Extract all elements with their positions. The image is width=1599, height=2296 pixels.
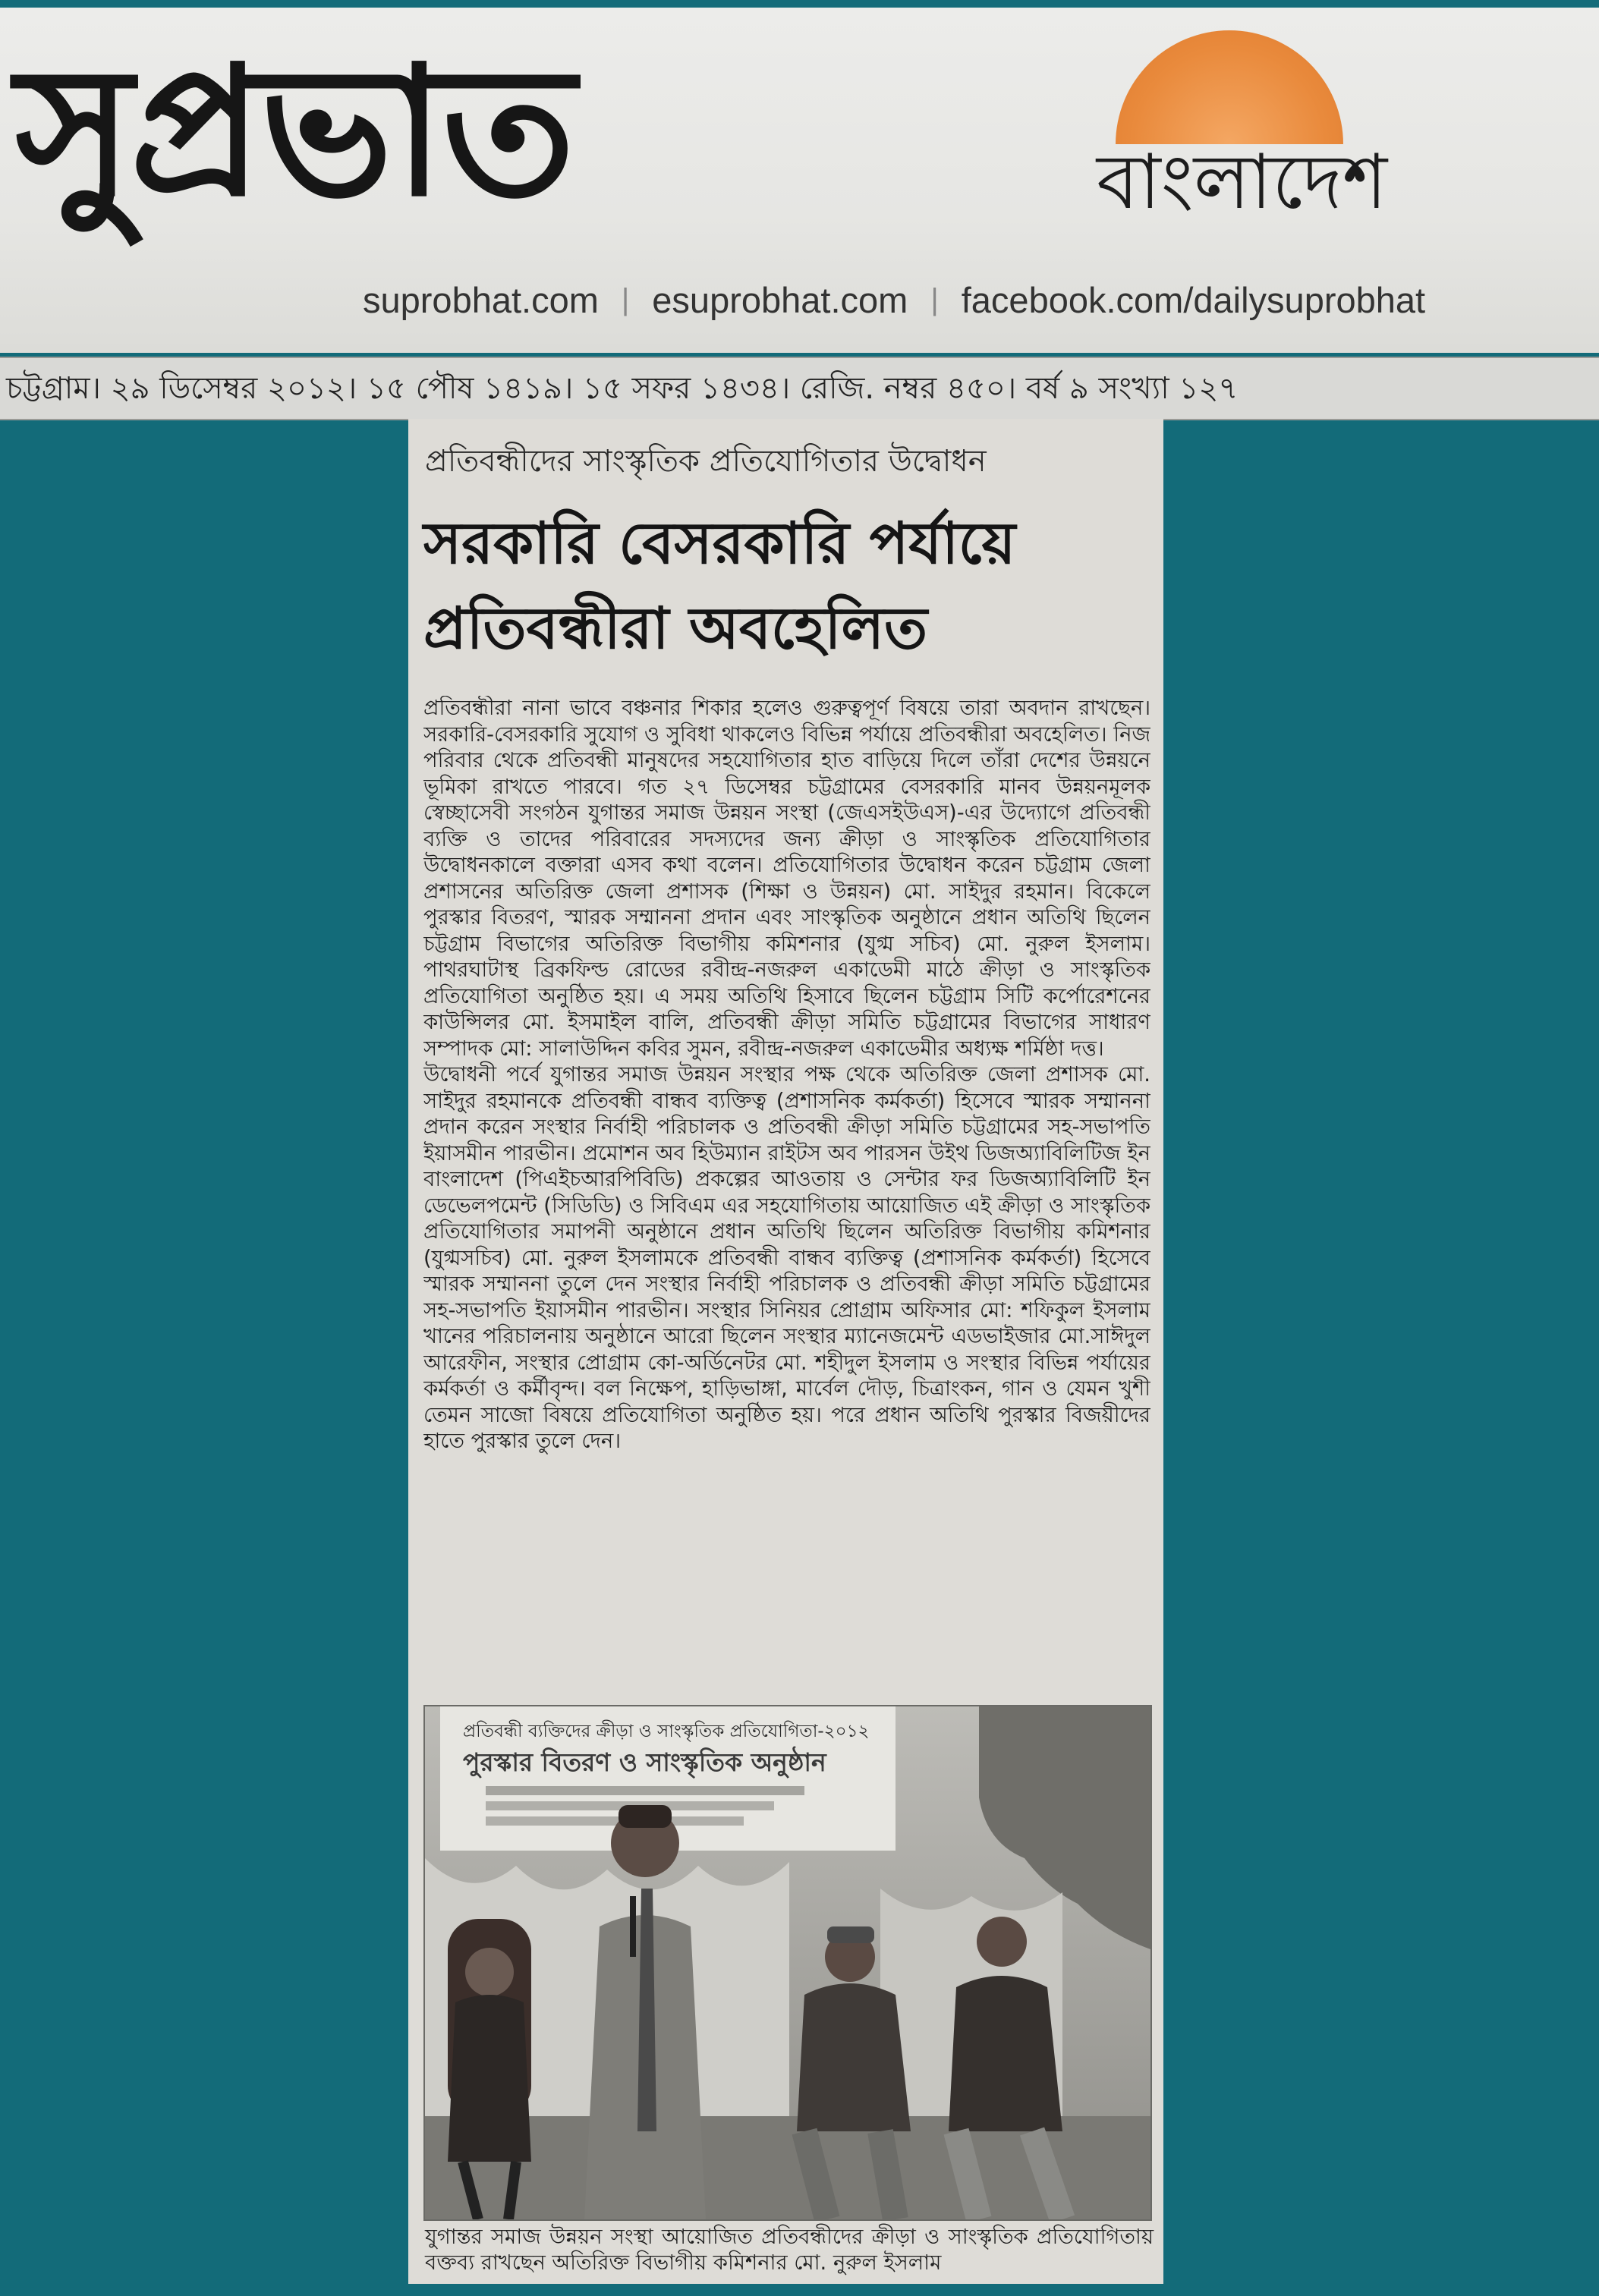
banner-title: প্রতিবন্ধী ব্যক্তিদের ক্রীড়া ও সাংস্কৃতিক প্রতিযোগিতা-২০১২ [463, 1722, 870, 1741]
newspaper-logo: সুপ্রভাত [15, 29, 573, 236]
article-headline: সরকারি বেসরকারি পর্যায়ে প্রতিবন্ধীরা অবহেলিত [423, 509, 1016, 662]
banner-subtitle: পুরস্কার বিতরণ ও সাংস্কৃতিক অনুষ্ঠান [463, 1747, 826, 1777]
facebook-link: facebook.com/dailysuprobhat [961, 279, 1426, 320]
link-separator: | [930, 282, 939, 316]
website-link: esuprobhat.com [652, 279, 908, 320]
article-paragraph: উদ্বোধনী পর্বে যুগান্তর সমাজ উন্নয়ন সংস্থার পক্ষ থেকে অতিরিক্ত জেলা প্রশাসক মো. সাইদুর রহমানকে প্রতিবন্ধী বান্ধব ব্যক্তিত্ব (প্রশাসনিক কর্মকর্তা) হিসেবে স্মারক সম্মাননা প্রদান করেন সংস্থার নির্বাহী পরিচালক ও প্রতিবন্ধী ক্রীড়া সমিতি চট্টগ্রামের সহ-সভাপতি ইয়াসমীন পারভীন। প্রমোশন অব হিউম্যান রাইটস অব পারসন উইথ ডিজঅ্যাবিলিটিজ ইন বাংলাদেশ (পিএইচআরপিবিডি) প্রকল্পের আওতায় ও সেন্টার ফর ডিজঅ্যাবিলিটি ইন ডেভেলপমেন্ট (সিডিডি) ও সিবিএম এর সহযোগিতায় আয়োজিত এই ক্রীড়া ও সাংস্কৃতিক প্রতিযোগিতার সমাপনী অনুষ্ঠানে প্রধান অতিথি ছিলেন অতিরিক্ত বিভাগীয় কমিশনার (যুগ্মসচিব) মো. নুরুল ইসলামকে প্রতিবন্ধী বান্ধব ব্যক্তিত্ব (প্রশাসনিক কর্মকর্তা) হিসেবে স্মারক সম্মাননা তুলে দেন সংস্থার নির্বাহী পরিচালক ও প্রতিবন্ধী ক্রীড়া সমিতি চট্টগ্রামের সহ-সভাপতি ইয়াসমীন পারভীন। সংস্থার সিনিয়র প্রোগ্রাম অফিসার মো: শফিকুল ইসলাম খানের পরিচালনায় অনুষ্ঠানে আরো ছিলেন সংস্থার ম্যানেজমেন্ট এডভাইজার মো.সাঈদুল আরেফীন, সংস্থার প্রোগ্রাম কো-অর্ডিনেটর মো. শহীদুল ইসলাম ও সংস্থার বিভিন্ন পর্যায়ের কর্মকর্তা ও কর্মীবৃন্দ। বল নিক্ষেপ, হাড়িভাঙ্গা, মার্বেল দৌড়, চিত্রাংকন, গান ও যেমন খুশী তেমন সাজো বিষয়ে প্রতিযোগিতা অনুষ্ঠিত হয়। পরে প্রধান অতিথি পুরস্কার বিজয়ীদের হাতে পুরস্কার তুলে দেন। [423, 1063, 1150, 1453]
dateline-bar [0, 357, 1599, 420]
news-clipping [408, 419, 1163, 2284]
sun-logo-icon [1116, 30, 1343, 144]
event-photo [423, 1705, 1152, 2221]
article-kicker: প্রতিবন্ধীদের সাংস্কৃতিক প্রতিযোগিতার উদ্বোধন [425, 444, 987, 479]
microphone-icon [630, 1896, 636, 1957]
website-links [363, 269, 1425, 330]
article-paragraph: প্রতিবন্ধীরা নানা ভাবে বঞ্চনার শিকার হলেও গুরুত্বপূর্ণ বিষয়ে তারা অবদান রাখছেন। সরকারি-বেসরকারি সুযোগ ও সুবিধা থাকলেও বিভিন্ন পর্যায়ে প্রতিবন্ধীরা অবহেলিত। নিজ পরিবার থেকে প্রতিবন্ধী মানুষদের সহযোগিতার হাত বাড়িয়ে দিলে তাঁরা দেশের উন্নয়নে ভূমিকা রাখতে পারবে। গত ২৭ ডিসেম্বর চট্টগ্রামের বেসরকারি মানব উন্নয়নমূলক স্বেচ্ছাসেবী সংগঠন যুগান্তর সমাজ উন্নয়ন সংস্থা (জেএসইউএস)-এর উদ্যোগে প্রতিবন্ধী ব্যক্তি ও তাদের পরিবারের সদস্যদের জন্য ক্রীড়া ও সাংস্কৃতিক প্রতিযোগিতার উদ্বোধনকালে বক্তারা এসব কথা বলেন। প্রতিযোগিতার উদ্বোধন করেন চট্টগ্রাম জেলা প্রশাসনের অতিরিক্ত জেলা প্রশাসক (শিক্ষা ও উন্নয়ন) মো. সাইদুর রহমান। বিকেলে পুরস্কার বিতরণ, স্মারক সম্মাননা প্রদান এবং সাংস্কৃতিক অনুষ্ঠানে প্রধান অতিথি ছিলেন চট্টগ্রাম বিভাগের অতিরিক্ত বিভাগীয় কমিশনার (যুগ্ম সচিব) মো. নুরুল ইসলাম। পাথরঘাটাস্থ ব্রিকফিল্ড রোডের রবীন্দ্র-নজরুল একাডেমী মাঠে ক্রীড়া ও সাংস্কৃতিক প্রতিযোগিতা অনুষ্ঠিত হয়। এ সময় অতিথি হিসাবে ছিলেন চট্টগ্রাম সিটি কর্পোরেশনের কাউন্সিলর মো. ইসমাইল বালি, প্রতিবন্ধী ক্রীড়া সমিতি চট্টগ্রামের বিভাগের সাধারণ সম্পাদক মো: সালাউদ্দিন কবির সুমন, রবীন্দ্র-নজরুল একাডেমীর অধ্যক্ষ শর্মিষ্ঠা দত্ত। [423, 697, 1150, 1061]
event-photo-illustration [425, 1706, 1150, 2219]
dateline-text: চট্টগ্রাম। ২৯ ডিসেম্বর ২০১২। ১৫ পৌষ ১৪১৯। ১৫ সফর ১৪৩৪। রেজি. নম্বর ৪৫০। বর্ষ ৯ সংখ্যা ১২৭ [6, 371, 1239, 406]
photo-caption: যুগান্তর সমাজ উন্নয়ন সংস্থা আয়োজিত প্রতিবন্ধীদের ক্রীড়া ও সাংস্কৃতিক প্রতিযোগিতায় বক্তব্য রাখছেন অতিরিক্ত বিভাগীয় কমিশনার মো. নুরুল ইসলাম [425, 2225, 1154, 2275]
newspaper-logo-subtitle: বাংলাদেশ [1097, 137, 1388, 226]
link-separator: | [621, 282, 630, 316]
website-link: suprobhat.com [363, 279, 599, 320]
masthead [0, 8, 1599, 353]
